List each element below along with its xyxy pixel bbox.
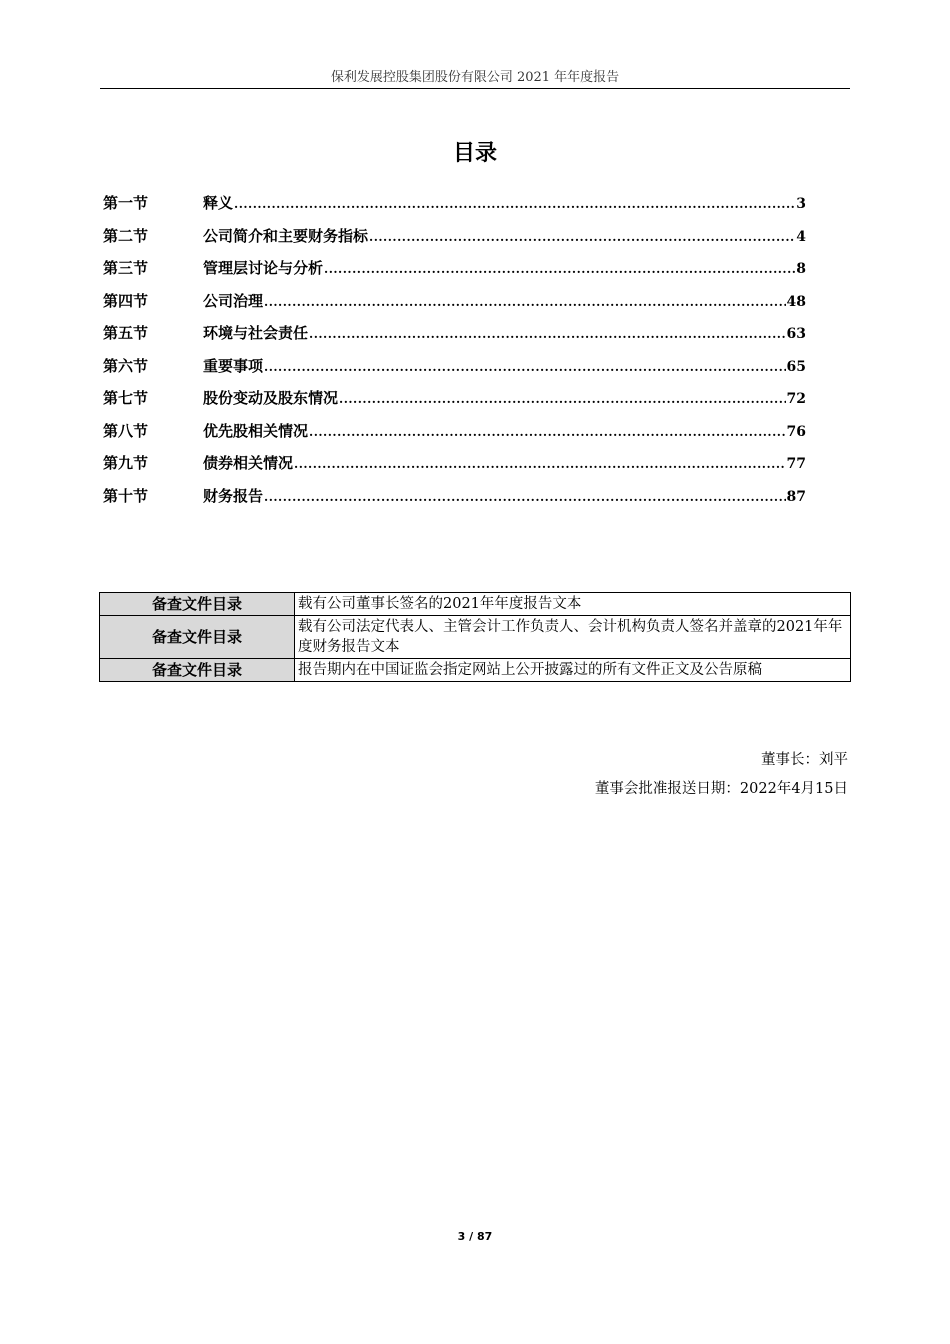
toc-dot-leader	[234, 197, 795, 211]
toc-dot-leader	[309, 327, 786, 341]
reference-label-cell: 备查文件目录	[100, 593, 295, 616]
toc-page-number: 87	[786, 488, 806, 505]
toc-section-title: 环境与社会责任	[203, 324, 309, 342]
toc-section-title: 释义	[203, 194, 234, 212]
toc-entry[interactable]	[103, 485, 806, 518]
toc-dot-leader	[339, 392, 786, 406]
reference-content-cell: 报告期内在中国证监会指定网站上公开披露过的所有文件正文及公告原稿	[295, 659, 851, 682]
toc-section-number: 第五节	[103, 324, 149, 342]
toc-section-title: 优先股相关情况	[203, 421, 309, 440]
table-row	[100, 593, 851, 616]
page-header: 保利发展控股集团股份有限公司 2021 年年度报告	[330, 70, 620, 85]
toc-section-number: 第三节	[103, 259, 149, 277]
toc-entry[interactable]	[103, 225, 806, 258]
toc-page-number: 4	[796, 228, 806, 245]
reference-content-cell: 载有公司董事长签名的2021年年度报告文本	[295, 593, 851, 616]
toc-section-number: 第七节	[103, 389, 149, 407]
toc-entry[interactable]	[103, 355, 806, 388]
toc-dot-leader	[324, 262, 795, 276]
toc-entry[interactable]	[103, 387, 806, 420]
toc-page-number: 76	[786, 423, 806, 440]
toc-section-number: 第十节	[103, 486, 149, 505]
toc-dot-leader	[264, 360, 786, 374]
toc-entry[interactable]	[103, 420, 806, 453]
toc-section-title: 公司治理	[203, 291, 264, 310]
toc-section-number: 第一节	[103, 194, 149, 212]
toc-section-number: 第六节	[103, 356, 149, 375]
toc-entry[interactable]	[103, 290, 806, 323]
reference-content-cell: 载有公司法定代表人、主管会计工作负责人、会计机构负责人签名并盖章的2021年年度财务报告文本	[295, 616, 851, 659]
toc-section-number: 第八节	[103, 421, 149, 440]
table-of-contents	[103, 192, 806, 517]
toc-entry[interactable]	[103, 192, 806, 225]
toc-dot-leader	[309, 425, 786, 439]
toc-dot-leader	[294, 457, 786, 471]
toc-entry[interactable]	[103, 322, 806, 355]
toc-page-number: 63	[786, 326, 806, 342]
toc-section-title: 管理层讨论与分析	[203, 259, 324, 277]
table-row	[100, 616, 851, 659]
table-row	[100, 659, 851, 682]
toc-dot-leader	[264, 295, 786, 309]
toc-section-number: 第四节	[103, 291, 149, 310]
approval-date: 董事会批准报送日期：2022年4月15日	[594, 781, 848, 797]
toc-section-title: 债券相关情况	[203, 454, 294, 472]
toc-section-number: 第九节	[103, 454, 149, 472]
toc-section-title: 财务报告	[203, 486, 264, 505]
toc-dot-leader	[264, 490, 786, 504]
toc-section-title: 重要事项	[203, 356, 264, 375]
toc-entry[interactable]	[103, 257, 806, 290]
page-number: 3 / 87	[457, 1230, 493, 1243]
toc-dot-leader	[369, 230, 795, 244]
toc-section-title: 股份变动及股东情况	[203, 389, 339, 407]
toc-page-number: 65	[786, 358, 806, 375]
reference-label-cell: 备查文件目录	[100, 616, 295, 659]
toc-page-number: 72	[786, 391, 806, 407]
toc-entry[interactable]	[103, 452, 806, 485]
toc-section-number: 第二节	[103, 226, 149, 245]
chairman-signature: 董事长：刘平	[761, 752, 848, 768]
toc-page-number: 3	[796, 196, 806, 212]
page-title: 目录	[452, 141, 497, 166]
reference-documents-table	[99, 592, 851, 682]
toc-page-number: 48	[786, 293, 806, 310]
toc-page-number: 8	[796, 261, 806, 277]
toc-section-title: 公司简介和主要财务指标	[203, 226, 369, 245]
reference-label-cell: 备查文件目录	[100, 659, 295, 682]
header-rule	[100, 88, 850, 89]
toc-page-number: 77	[786, 456, 806, 472]
